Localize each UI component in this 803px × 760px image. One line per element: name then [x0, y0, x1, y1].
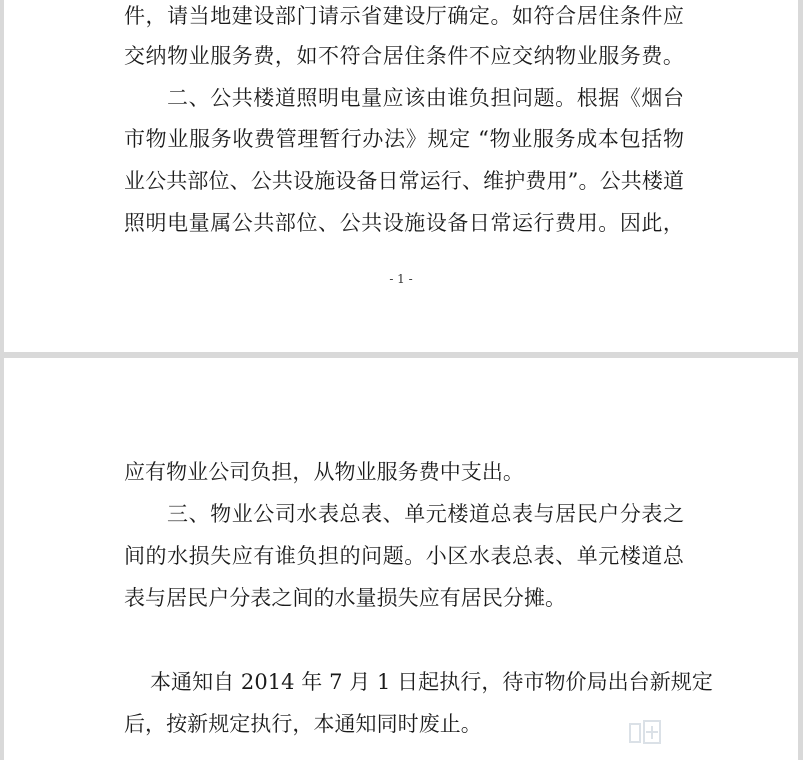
text-line: 表与居民户分表之间的水量损失应有居民分摊。 — [124, 586, 567, 610]
text-line: 应有物业公司负担，从物业服务费中支出。 — [124, 460, 524, 484]
text-line: 件，请当地建设部门请示省建设厅确定。如符合居住条件应 — [124, 4, 684, 28]
watermark-icon — [629, 720, 663, 746]
text-line: 间的水损失应有谁负担的问题。小区水表总表、单元楼道总 — [124, 544, 684, 568]
notice-effective-line: 本通知自 2014 年 7 月 1 日起执行，待市物价局出台新规定 — [150, 670, 713, 694]
text-line: 业公共部位、公共设施设备日常运行、维护费用”。公共楼道 — [124, 169, 684, 193]
text-line: 市物业服务收费管理暂行办法》规定 “物业服务成本包括物 — [124, 127, 684, 151]
document-page-2 — [4, 358, 798, 760]
paragraph-heading-2: 二、公共楼道照明电量应该由谁负担问题。根据《烟台 — [167, 86, 684, 110]
text-line: 后，按新规定执行，本通知同时废止。 — [124, 712, 482, 736]
page-number: - 1 - — [389, 272, 413, 286]
document-page-1 — [4, 0, 798, 352]
text-line: 交纳物业服务费，如不符合居住条件不应交纳物业服务费。 — [124, 44, 684, 68]
paragraph-heading-3: 三、物业公司水表总表、单元楼道总表与居民户分表之 — [167, 502, 684, 526]
text-line: 照明电量属公共部位、公共设施设备日常运行费用。因此， — [124, 211, 684, 235]
